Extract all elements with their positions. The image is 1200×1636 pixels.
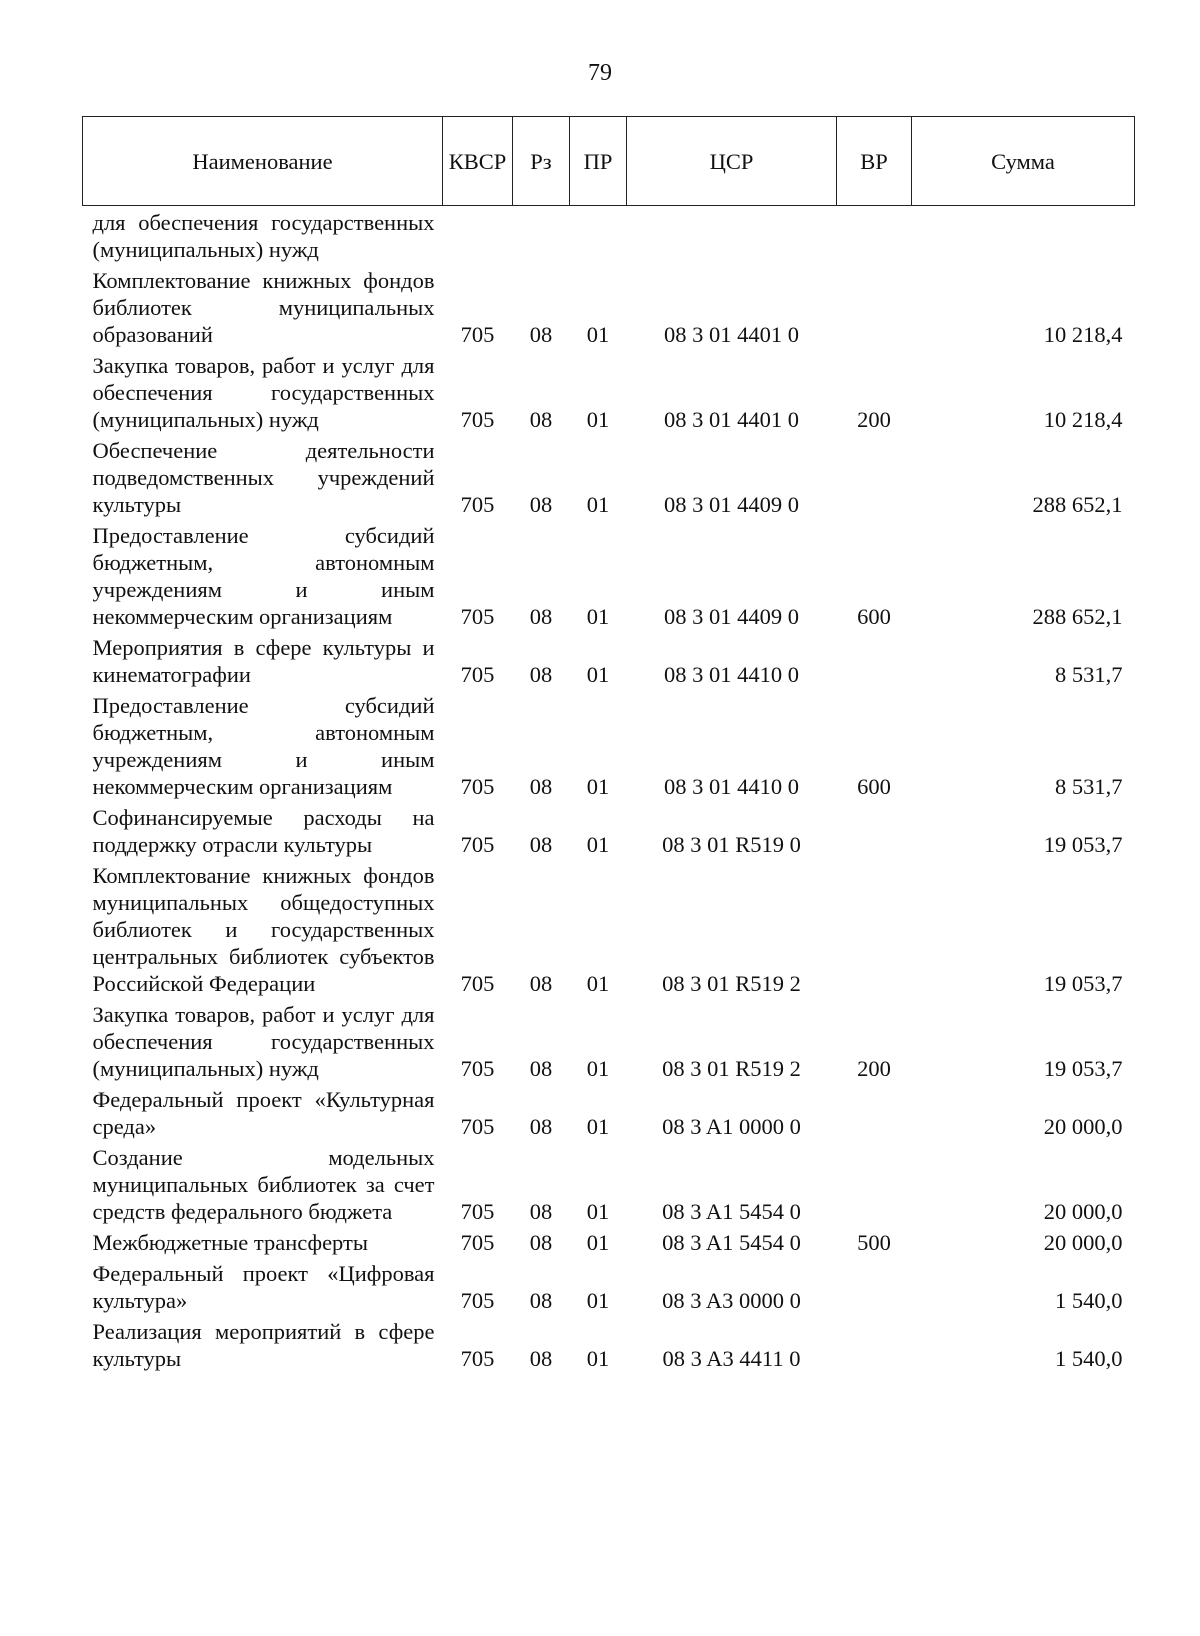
row-vr: 500 bbox=[857, 1230, 891, 1255]
table-row bbox=[83, 349, 1135, 434]
row-csr: 08 3 01 4409 0 bbox=[664, 604, 799, 629]
row-sum: 19 053,7 bbox=[1043, 832, 1123, 857]
row-rz: 08 bbox=[529, 1114, 553, 1139]
row-rz: 08 bbox=[529, 1288, 553, 1313]
row-vr: 600 bbox=[857, 774, 891, 799]
row-pr: 01 bbox=[586, 407, 610, 432]
row-csr: 08 3 01 R519 0 bbox=[662, 832, 801, 857]
row-kvsr: 705 bbox=[460, 1199, 495, 1224]
row-vr: 200 bbox=[857, 407, 891, 432]
row-kvsr: 705 bbox=[460, 971, 495, 996]
row-sum: 20 000,0 bbox=[1043, 1230, 1123, 1255]
row-pr: 01 bbox=[586, 322, 610, 347]
row-sum: 10 218,4 bbox=[1043, 322, 1123, 347]
table-row bbox=[83, 631, 1135, 689]
row-pr: 01 bbox=[586, 774, 610, 799]
header-sum: Сумма bbox=[912, 117, 1135, 206]
row-kvsr: 705 bbox=[460, 1114, 495, 1139]
table-row bbox=[83, 264, 1135, 349]
row-csr: 08 3 A1 5454 0 bbox=[662, 1199, 801, 1224]
row-csr bbox=[627, 206, 837, 265]
row-name: Мероприятия в сфере культуры и кинематографии bbox=[92, 635, 435, 687]
table-row bbox=[83, 1226, 1135, 1257]
row-rz: 08 bbox=[529, 1346, 553, 1371]
row-kvsr: 705 bbox=[460, 407, 495, 432]
row-vr: 200 bbox=[857, 1056, 891, 1081]
row-csr: 08 3 01 4410 0 bbox=[664, 662, 799, 687]
row-csr: 08 3 01 4401 0 bbox=[664, 407, 799, 432]
header-name: Наименование bbox=[83, 117, 443, 206]
row-csr: 08 3 A1 5454 0 bbox=[662, 1230, 801, 1255]
table-row bbox=[83, 859, 1135, 998]
row-rz bbox=[513, 206, 570, 265]
row-kvsr: 705 bbox=[460, 832, 495, 857]
row-sum: 1 540,0 bbox=[1055, 1288, 1123, 1313]
row-rz: 08 bbox=[529, 1056, 553, 1081]
row-name: Софинансируемые расходы на поддержку отрасли культуры bbox=[92, 805, 435, 857]
row-sum: 19 053,7 bbox=[1043, 1056, 1123, 1081]
row-vr bbox=[837, 1141, 912, 1226]
header-rz: Рз bbox=[513, 117, 570, 206]
row-rz: 08 bbox=[529, 662, 553, 687]
row-rz: 08 bbox=[529, 604, 553, 629]
row-name: Комплектование книжных фондов библиотек муниципальных образований bbox=[92, 268, 435, 347]
table-row bbox=[83, 519, 1135, 631]
row-name: Реализация мероприятий в сфере культуры bbox=[92, 1319, 435, 1371]
row-rz: 08 bbox=[529, 971, 553, 996]
header-vr: ВР bbox=[837, 117, 912, 206]
row-kvsr bbox=[443, 206, 513, 265]
row-name: Закупка товаров, работ и услуг для обеспечения государственных (муниципальных) нужд bbox=[92, 353, 435, 432]
row-pr: 01 bbox=[586, 971, 610, 996]
row-csr: 08 3 01 R519 2 bbox=[662, 971, 801, 996]
row-csr: 08 3 A3 4411 0 bbox=[662, 1346, 801, 1371]
row-vr bbox=[837, 801, 912, 859]
row-name: Федеральный проект «Цифровая культура» bbox=[92, 1261, 435, 1313]
row-csr: 08 3 01 4409 0 bbox=[664, 492, 799, 517]
row-pr: 01 bbox=[586, 604, 610, 629]
row-sum: 8 531,7 bbox=[1055, 662, 1123, 687]
row-vr bbox=[837, 206, 912, 265]
row-vr bbox=[837, 264, 912, 349]
row-pr: 01 bbox=[586, 1288, 610, 1313]
row-sum: 19 053,7 bbox=[1043, 971, 1123, 996]
table-row bbox=[83, 206, 1135, 265]
row-name: для обеспечения государственных (муниципальных) нужд bbox=[92, 210, 435, 262]
row-rz: 08 bbox=[529, 407, 553, 432]
budget-table bbox=[82, 116, 1135, 1373]
table-row bbox=[83, 1257, 1135, 1315]
row-vr bbox=[837, 1083, 912, 1141]
row-kvsr: 705 bbox=[460, 1230, 495, 1255]
row-rz: 08 bbox=[529, 1230, 553, 1255]
row-name: Предоставление субсидий бюджетным, автономным учреждениям и иным некоммерческим организациям bbox=[92, 523, 435, 629]
row-vr: 600 bbox=[857, 604, 891, 629]
row-csr: 08 3 A1 0000 0 bbox=[662, 1114, 801, 1139]
row-pr: 01 bbox=[586, 1056, 610, 1081]
row-sum bbox=[912, 206, 1135, 265]
row-kvsr: 705 bbox=[460, 1346, 495, 1371]
row-kvsr: 705 bbox=[460, 774, 495, 799]
header-kvsr: КВСР bbox=[443, 117, 513, 206]
row-sum: 20 000,0 bbox=[1043, 1199, 1123, 1224]
row-name: Комплектование книжных фондов муниципальных общедоступных библиотек и государственных центральных библиотек субъектов Российской Федерации bbox=[92, 863, 435, 996]
table-row bbox=[83, 1141, 1135, 1226]
row-pr: 01 bbox=[586, 662, 610, 687]
row-pr: 01 bbox=[586, 1346, 610, 1371]
table-row bbox=[83, 801, 1135, 859]
row-rz: 08 bbox=[529, 322, 553, 347]
row-sum: 10 218,4 bbox=[1043, 407, 1123, 432]
row-sum: 288 652,1 bbox=[1032, 492, 1123, 517]
header-csr: ЦСР bbox=[627, 117, 837, 206]
page-number: 79 bbox=[588, 60, 612, 86]
row-pr bbox=[570, 206, 627, 265]
table-row bbox=[83, 689, 1135, 801]
row-kvsr: 705 bbox=[460, 492, 495, 517]
row-csr: 08 3 01 4401 0 bbox=[664, 322, 799, 347]
row-csr: 08 3 01 R519 2 bbox=[662, 1056, 801, 1081]
row-name: Обеспечение деятельности подведомственных учреждений культуры bbox=[92, 438, 435, 517]
row-kvsr: 705 bbox=[460, 604, 495, 629]
row-vr bbox=[837, 1315, 912, 1373]
row-name: Закупка товаров, работ и услуг для обеспечения государственных (муниципальных) нужд bbox=[92, 1002, 435, 1081]
row-name: Федеральный проект «Культурная среда» bbox=[92, 1087, 435, 1139]
row-name: Межбюджетные трансферты bbox=[92, 1230, 368, 1255]
row-vr bbox=[837, 859, 912, 998]
table-row bbox=[83, 1315, 1135, 1373]
row-pr: 01 bbox=[586, 1199, 610, 1224]
table-row bbox=[83, 434, 1135, 519]
row-pr: 01 bbox=[586, 1114, 610, 1139]
row-vr bbox=[837, 1257, 912, 1315]
row-rz: 08 bbox=[529, 492, 553, 517]
row-sum: 8 531,7 bbox=[1055, 774, 1123, 799]
row-name: Создание модельных муниципальных библиотек за счет средств федерального бюджета bbox=[92, 1145, 435, 1224]
header-pr: ПР bbox=[570, 117, 627, 206]
table-row bbox=[83, 998, 1135, 1083]
row-rz: 08 bbox=[529, 1199, 553, 1224]
row-sum: 1 540,0 bbox=[1055, 1346, 1123, 1371]
row-sum: 20 000,0 bbox=[1043, 1114, 1123, 1139]
row-csr: 08 3 A3 0000 0 bbox=[662, 1288, 801, 1313]
row-kvsr: 705 bbox=[460, 662, 495, 687]
row-csr: 08 3 01 4410 0 bbox=[664, 774, 799, 799]
row-vr bbox=[837, 631, 912, 689]
row-vr bbox=[837, 434, 912, 519]
row-rz: 08 bbox=[529, 774, 553, 799]
row-kvsr: 705 bbox=[460, 322, 495, 347]
table-header-row bbox=[83, 117, 1135, 206]
table-row bbox=[83, 1083, 1135, 1141]
row-rz: 08 bbox=[529, 832, 553, 857]
row-name: Предоставление субсидий бюджетным, автономным учреждениям и иным некоммерческим организациям bbox=[92, 693, 435, 799]
row-kvsr: 705 bbox=[460, 1056, 495, 1081]
row-pr: 01 bbox=[586, 832, 610, 857]
row-kvsr: 705 bbox=[460, 1288, 495, 1313]
row-sum: 288 652,1 bbox=[1032, 604, 1123, 629]
row-pr: 01 bbox=[586, 1230, 610, 1255]
row-pr: 01 bbox=[586, 492, 610, 517]
